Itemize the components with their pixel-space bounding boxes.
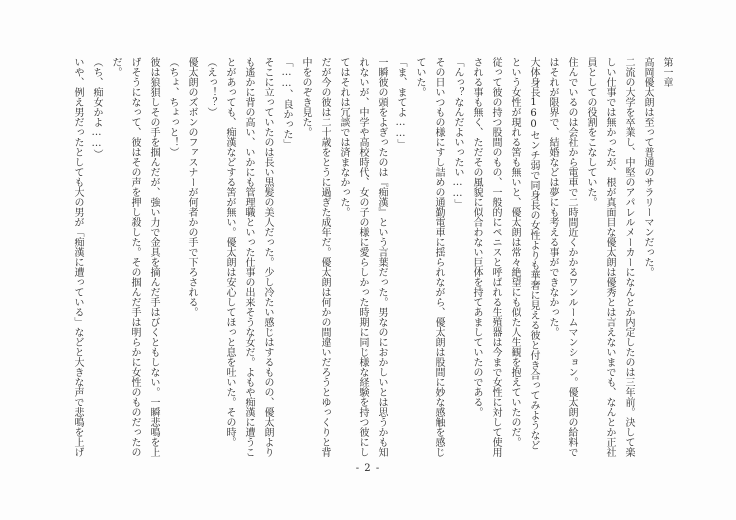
paragraph: 住んでいるのは会社から電車で二時間近くかかるワンルームマンション。優太朗の給料ではそれが限界で、結婚などは夢にも考える事ができなかった。 [547, 57, 577, 457]
paragraph: 高岡優太朗は至って普通のサラリーマンだった。 [642, 57, 653, 277]
paragraph: 優太朗のズボンのファスナーが何者かの手で下ろされる。 [186, 57, 197, 317]
paragraph: （ち、痴女かよ……） [91, 57, 102, 159]
paragraph: 大体身長160センチ弱で同身長の女性よりも華奢に見える彼と付き合ってみようなどという女性が現れる筈も無いと、優太朗は常々絶望にも似た人生観を抱えていたのだ。 [509, 57, 539, 450]
paragraph: 「んっ？なんだよいったい……」 [452, 57, 463, 209]
paragraph: その日いつもの様にすし詰めの通勤電車に揺られながら、優太朗は股間に妙な感触を感じていた。 [414, 57, 444, 457]
paragraph: だが今の彼は二十歳をとうに過ぎた成年だ。優太朗は何かの間違いだろうとゆっくりと背中をのぞき見た。 [300, 57, 330, 457]
paragraph: （ちょ、ちょっと！） [167, 57, 178, 157]
paragraph: 「ま、まてよ……」 [395, 57, 406, 149]
paragraph: 二流の大学を卒業し、中堅のアパレルメーカーになんとか内定したのは三年前。決して楽しい仕事では無かったが、根が真面目な優太朗は優秀とは言えないまでも、なんとか正社員としての役割をこなしていた。 [585, 57, 634, 457]
text-section-1 [467, 57, 657, 459]
text-section-2 [68, 57, 467, 459]
paragraph: そこに立っていたのは長い黒髪の美人だった。少し冷たい感じはするものの、優太朗よりも遙かに背の高い、いかにも管理職といった仕事の出来そうな女だ。よもや痴漢に遭うことがあっても、痴漢などする筈が無い。優太朗は安心してほっと息を吐いた。その時。 [224, 57, 273, 457]
page-text [30, 57, 676, 459]
chapter-heading: 第一章 [661, 57, 672, 87]
paragraph: いや、例え男だったとしても大の男が「痴漢に遭っている」などと大きな声で悲鳴を上げ [72, 57, 83, 457]
page-number: - 2 - [355, 463, 381, 474]
paragraph: 従って彼の持つ股間のもの、一般的にペニスと呼ばれる生殖器は今まで女性に対して使用される事も無く、ただその風貌に似合わない巨体を持てあましていたのである。 [471, 57, 501, 457]
paragraph: 彼は狼狽しその手を掴んだが、強い力で金具を摘んだ手はびくともしない。一瞬悲鳴を上げそうになって、彼はその声を押し殺した。その掴んだ手は明らかに女性のものだったのだ。 [110, 57, 159, 457]
paragraph: 一瞬彼の頭をよぎったのは『痴漢』という言葉だった。男なのにおかしいとは思うかも知れないが、中学や高校時代、女の子の様に愛らしかった時期に同じ様な経験を持つ彼にしてはそれは冗談では済まなかった。 [338, 57, 387, 457]
paragraph: （えっ！？） [205, 57, 216, 117]
paragraph: 「……、良かった」 [281, 57, 292, 149]
